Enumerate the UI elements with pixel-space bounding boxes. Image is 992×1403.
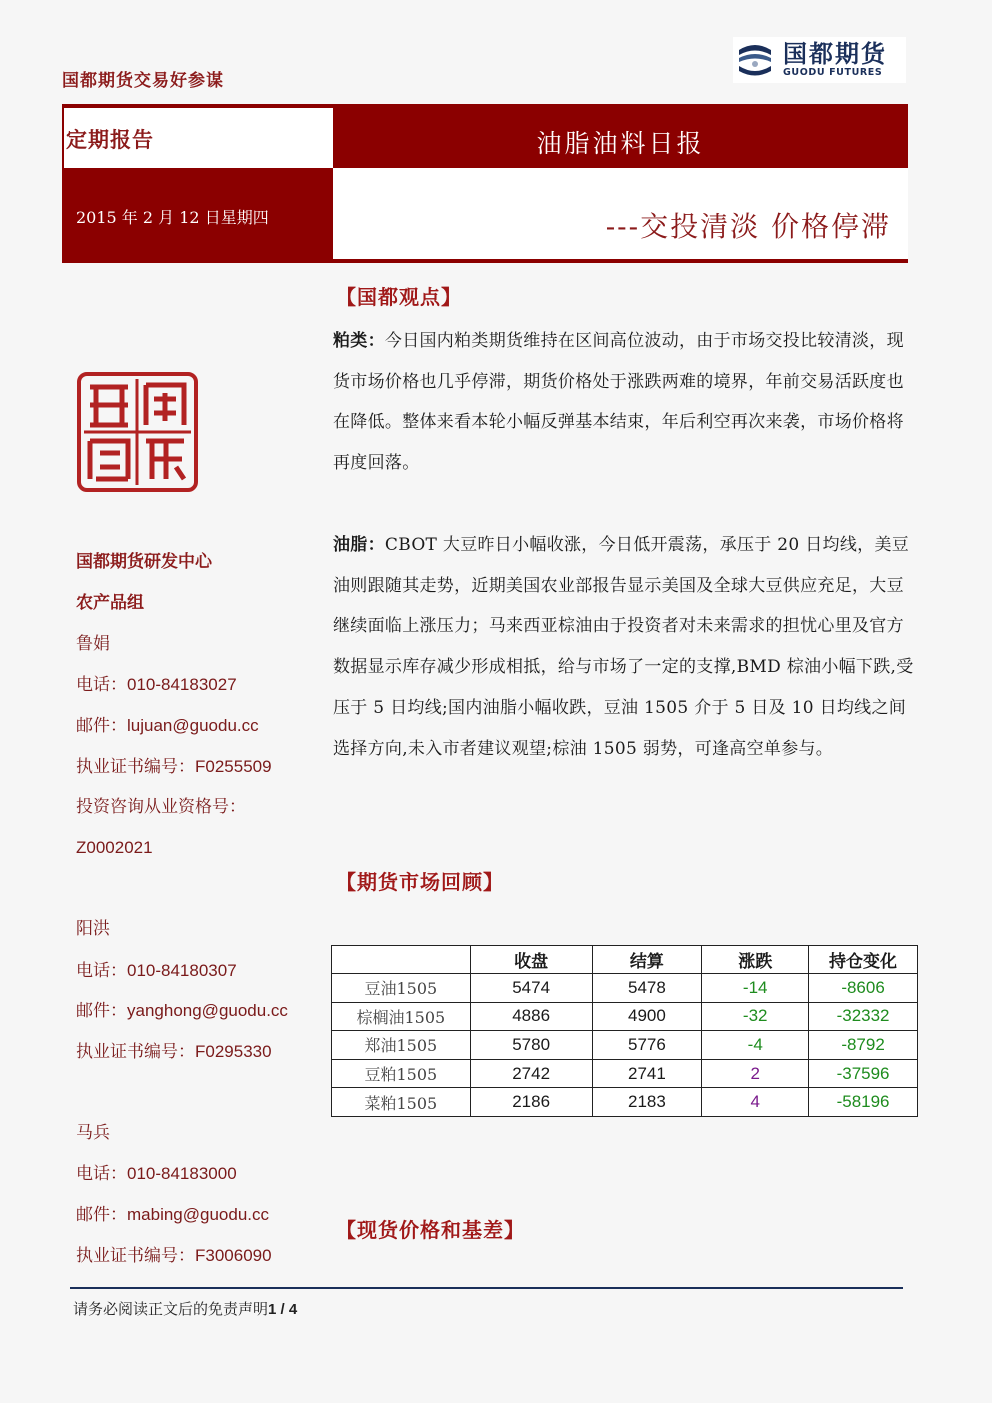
position-change: -8792 [809,1031,918,1060]
column-header [332,946,471,974]
position-change: -32332 [809,1002,918,1031]
analyst-cert: 执业证书编号：F0295330 [76,1042,272,1062]
table-row [332,974,918,1003]
banner-rule-bottom [62,259,908,263]
contract-name: 菜粕1505 [332,1088,471,1117]
column-header: 收盘 [470,946,592,974]
close-price: 5474 [470,974,592,1003]
position-change: -37596 [809,1059,918,1088]
table-row [332,1031,918,1060]
settle-price: 4900 [592,1002,702,1031]
analyst-consult-number: Z0002021 [76,838,153,857]
settle-price: 5478 [592,974,702,1003]
slogan: 国都期货交易好参谋 [62,71,224,91]
analyst-name: 马兵 [76,1123,110,1143]
analyst-cert: 执业证书编号：F3006090 [76,1246,272,1266]
report-date: 2015 年 2 月 12 日星期四 [76,208,269,227]
table-row [332,1088,918,1117]
report-subtitle: ---交投清淡 价格停滞 [605,210,891,243]
analyst-cert: 执业证书编号：F0255509 [76,757,272,777]
contract-name: 郑油1505 [332,1031,471,1060]
table-row [332,1002,918,1031]
logo-chinese-name: 国都期货 [783,40,887,68]
spot-heading: 【现货价格和基差】 [336,1218,525,1242]
settle-price: 2741 [592,1059,702,1088]
analyst-name: 阳洪 [76,919,110,939]
settle-price: 2183 [592,1088,702,1117]
analyst-consult-label: 投资咨询从业资格号： [76,797,246,817]
price-change: -4 [702,1031,809,1060]
footer-rule [70,1287,903,1289]
guodu-futures-seal-icon [76,371,199,493]
table-header-row [332,946,918,974]
analyst-phone: 电话：010-84180307 [76,961,237,981]
column-header: 结算 [592,946,702,974]
futures-review-table [331,945,918,1117]
meal-commentary: 粕类：今日国内粕类期货维持在区间高位波动，由于市场交投比较清淡，现货市场价格也几乎停滞，期货价格处于涨跌两难的境界，年前交易活跃度也在降低。整体来看本轮小幅反弹基本结束，年后利空再次来袭，市场价格将再度回落。 [333,331,904,474]
close-price: 5780 [470,1031,592,1060]
price-change: -32 [702,1002,809,1031]
contract-name: 豆油1505 [332,974,471,1003]
close-price: 2742 [470,1059,592,1088]
price-change: -14 [702,974,809,1003]
close-price: 4886 [470,1002,592,1031]
logo-english-name: GUODU FUTURES [783,67,883,78]
report-type: 定期报告 [66,127,154,152]
analyst-email: 邮件：mabing@guodu.cc [76,1205,270,1225]
disclaimer-note: 请务必阅读正文后的免责声明 [73,1300,269,1318]
footer [73,1298,297,1319]
position-change: -58196 [809,1088,918,1117]
close-price: 2186 [470,1088,592,1117]
contract-name: 豆粕1505 [332,1059,471,1088]
view-heading: 【国都观点】 [336,285,462,309]
analyst-email: 邮件：yanghong@guodu.cc [76,1001,288,1021]
page-number: 1 / 4 [268,1301,298,1318]
settle-price: 5776 [592,1031,702,1060]
price-change: 4 [702,1088,809,1117]
column-header: 持仓变化 [809,946,918,974]
report-title: 油脂油料日报 [536,129,705,158]
price-change: 2 [702,1059,809,1088]
contract-name: 棕榈油1505 [332,1002,471,1031]
review-heading: 【期货市场回顾】 [336,870,504,894]
analyst-name: 鲁娟 [76,634,110,654]
position-change: -8606 [809,974,918,1003]
analyst-phone: 电话：010-84183000 [76,1164,237,1184]
oil-commentary: 油脂：CBOT 大豆昨日小幅收涨，今日低开震荡，承压于 20 日均线，美豆油则跟随其走势，近期美国农业部报告显示美国及全球大豆供应充足，大豆继续面临上涨压力；马来西亚棕油由于投资者对未来需求的担忧心里及官方数据显示库存减少形成相抵，给与市场了一定的支撑,BMD 棕油小幅下跌,受压于 5 日均线;国内油脂小幅收跌，豆油 1505 介于 5 日及 10 日均线之间选择方向,未入市者建议观望;棕油 1505 弱势，可逢高空单参与。 [333,535,914,759]
research-center: 国都期货研发中心 [76,552,212,572]
research-group: 农产品组 [76,593,144,613]
analyst-email: 邮件：lujuan@guodu.cc [76,716,259,736]
guodu-logo-icon [733,38,777,82]
company-logo [733,37,906,83]
column-header: 涨跌 [702,946,809,974]
table-row [332,1059,918,1088]
analyst-phone: 电话：010-84183027 [76,675,237,695]
